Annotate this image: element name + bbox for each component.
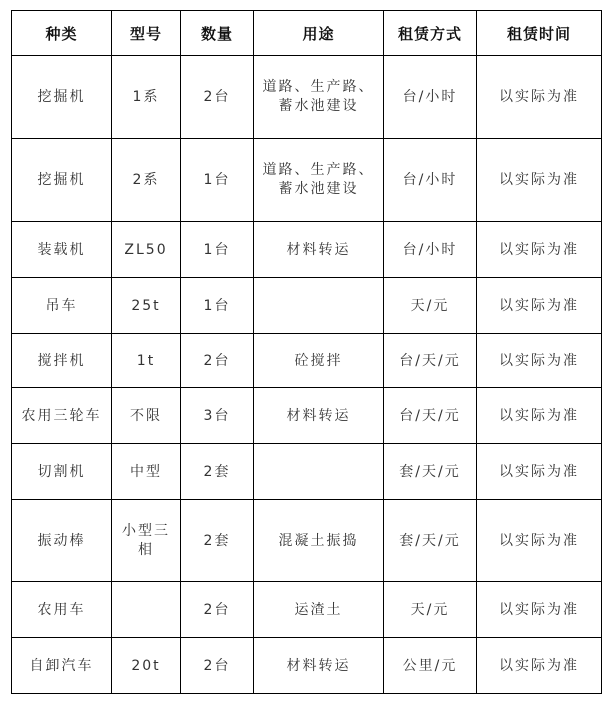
cell-rental-period: 以实际为准 [477, 388, 602, 444]
cell-rental-method: 台/天/元 [384, 334, 477, 388]
header-rental-method: 租赁方式 [384, 11, 477, 56]
cell-quantity: 2台 [181, 638, 254, 694]
cell-usage: 材料转运 [254, 638, 384, 694]
table-header-row [12, 11, 602, 56]
cell-rental-method: 台/小时 [384, 139, 477, 222]
cell-type: 吊车 [12, 278, 112, 334]
cell-usage: 混凝土振捣 [254, 500, 384, 582]
header-model: 型号 [112, 11, 181, 56]
cell-usage: 砼搅拌 [254, 334, 384, 388]
header-type: 种类 [12, 11, 112, 56]
cell-rental-period: 以实际为准 [477, 56, 602, 139]
cell-type: 挖掘机 [12, 139, 112, 222]
cell-model: 中型 [112, 444, 181, 500]
cell-usage [254, 278, 384, 334]
table-row [12, 638, 602, 694]
cell-type: 自卸汽车 [12, 638, 112, 694]
cell-rental-period: 以实际为准 [477, 222, 602, 278]
table-row [12, 139, 602, 222]
table-row [12, 500, 602, 582]
header-usage: 用途 [254, 11, 384, 56]
cell-usage: 材料转运 [254, 388, 384, 444]
cell-rental-period: 以实际为准 [477, 139, 602, 222]
header-rental-period: 租赁时间 [477, 11, 602, 56]
cell-quantity: 1台 [181, 222, 254, 278]
cell-rental-period: 以实际为准 [477, 500, 602, 582]
header-quantity: 数量 [181, 11, 254, 56]
usage-text: 道路、生产路、蓄水池建设 [262, 162, 375, 197]
cell-usage [254, 56, 384, 139]
cell-model: 20t [112, 638, 181, 694]
cell-rental-method: 台/小时 [384, 222, 477, 278]
cell-type: 农用车 [12, 582, 112, 638]
cell-type: 装载机 [12, 222, 112, 278]
cell-rental-period: 以实际为准 [477, 444, 602, 500]
cell-type: 搅拌机 [12, 334, 112, 388]
cell-rental-method: 天/元 [384, 278, 477, 334]
cell-model: 2系 [112, 139, 181, 222]
cell-rental-period: 以实际为准 [477, 638, 602, 694]
cell-rental-method: 公里/元 [384, 638, 477, 694]
cell-model: 不限 [112, 388, 181, 444]
cell-usage: 材料转运 [254, 222, 384, 278]
cell-quantity: 1台 [181, 139, 254, 222]
cell-usage: 运渣土 [254, 582, 384, 638]
table-row [12, 334, 602, 388]
table-row [12, 278, 602, 334]
cell-quantity: 1台 [181, 278, 254, 334]
cell-quantity: 2台 [181, 334, 254, 388]
cell-rental-period: 以实际为准 [477, 582, 602, 638]
cell-rental-method: 台/小时 [384, 56, 477, 139]
cell-rental-method: 台/天/元 [384, 388, 477, 444]
equipment-rental-table [11, 10, 602, 694]
cell-quantity: 2套 [181, 500, 254, 582]
cell-usage [254, 139, 384, 222]
cell-type: 农用三轮车 [12, 388, 112, 444]
cell-quantity: 2台 [181, 56, 254, 139]
cell-model: 25t [112, 278, 181, 334]
usage-text: 道路、生产路、蓄水池建设 [262, 79, 375, 114]
table-row [12, 56, 602, 139]
cell-usage [254, 444, 384, 500]
cell-type: 挖掘机 [12, 56, 112, 139]
cell-model: ZL50 [112, 222, 181, 278]
cell-rental-method: 天/元 [384, 582, 477, 638]
cell-rental-method: 套/天/元 [384, 500, 477, 582]
table-row [12, 582, 602, 638]
cell-quantity: 3台 [181, 388, 254, 444]
cell-quantity: 2套 [181, 444, 254, 500]
cell-model: 1t [112, 334, 181, 388]
cell-model: 1系 [112, 56, 181, 139]
cell-rental-period: 以实际为准 [477, 278, 602, 334]
model-text: 小型三相 [122, 522, 170, 558]
cell-type: 振动棒 [12, 500, 112, 582]
cell-model [112, 582, 181, 638]
cell-rental-method: 套/天/元 [384, 444, 477, 500]
cell-rental-period: 以实际为准 [477, 334, 602, 388]
cell-model [112, 500, 181, 582]
table-row [12, 222, 602, 278]
cell-quantity: 2台 [181, 582, 254, 638]
cell-type: 切割机 [12, 444, 112, 500]
table-row [12, 388, 602, 444]
table-row [12, 444, 602, 500]
